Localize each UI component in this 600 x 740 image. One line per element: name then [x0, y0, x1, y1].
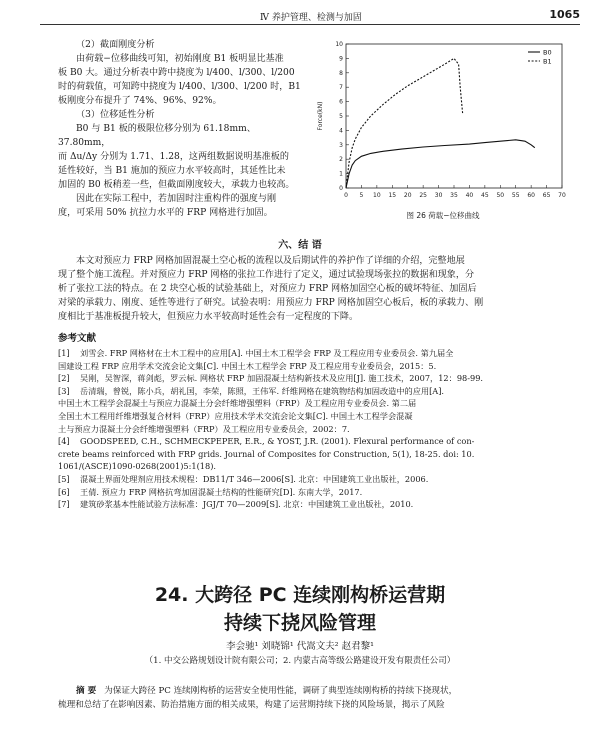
x-tick-label: 20 [403, 192, 412, 199]
y-tick-label: 6 [339, 98, 343, 106]
paragraph-line: 延性较好，当 B1 施加的预应力水平较高时，其延性比未 [58, 166, 286, 176]
conclusion-line: 对梁的承载力、刚度、延性等进行了研究。试验表明：用预应力 FRP 网格加固空心板后，板的承载力、刚 [58, 298, 484, 308]
article-title: 24. 大跨径 PC 连续刚构桥运营期 [154, 584, 446, 606]
reference-item: [7] 建筑砂浆基本性能试验方法标准：JGJ/T 70—2009[S]. 北京：中国建筑工业出版社，2010. [58, 499, 414, 510]
y-tick-label: 8 [339, 69, 343, 77]
figure-26 [312, 38, 574, 220]
reference-item: [2] 吴刚，吴智深，蒋剑彪，罗云标. 网格状 FRP 加固混凝土结构新技术及应用[J]. 施工技术，2007，12：98-99. [58, 373, 484, 384]
legend-label: B1 [543, 57, 552, 66]
x-tick-label: 55 [511, 192, 520, 199]
paragraph-line: 板刚度分布提升了 74%、96%、92%。 [58, 96, 222, 106]
conclusion-line: 度相比于基准板提升较大，但预应力水平较高时延性会有一定程度的下降。 [58, 312, 359, 322]
x-tick-label: 25 [419, 192, 427, 199]
section-heading: 六、结 语 [278, 240, 322, 251]
x-tick-label: 50 [496, 192, 505, 199]
paragraph-line: 度，可采用 50% 抗拉力水平的 FRP 网格进行加固。 [58, 208, 273, 218]
paragraph-line: 而 Δu/Δy 分别为 1.71、1.28，这两组数据说明基准板的 [58, 152, 289, 162]
x-tick-label: 30 [434, 192, 443, 199]
paragraph-line: 板 B0 大。通过分析表中跨中挠度为 l/400、l/300、l/200 [58, 68, 295, 78]
abstract-line: 梳理和总结了在影响因素、防治措施方面的相关成果，构建了运营期持续下挠的风险场景，揭示了风险 [58, 700, 445, 710]
article-title-line2: 持续下挠风险管理 [223, 612, 376, 634]
x-tick-label: 45 [481, 192, 489, 199]
running-header [40, 8, 580, 25]
x-tick-label: 70 [558, 192, 566, 199]
series-line-b1 [346, 58, 463, 188]
x-tick-label: 35 [450, 192, 458, 199]
subheading-ductility: （3）位移延性分析 [76, 110, 155, 120]
y-tick-label: 2 [339, 156, 343, 164]
x-tick-label: 5 [359, 192, 364, 199]
x-tick-label: 40 [465, 192, 474, 199]
left-column [58, 38, 304, 220]
reference-line: 国建设工程 FRP 应用学术交流会论文集[C]. 中国土木工程学会 FRP 及工程应用专业委员会，2015：5. [58, 360, 437, 371]
paragraph-line: 加固的 B0 板稍差一些，但截面刚度较大，承载力也较高。 [58, 180, 295, 190]
x-tick-label: 65 [542, 192, 551, 199]
reference-item: [3] 岳清瑞，曾锐，陈小兵，胡礼国，李荣，陈照，王伟军. 纤维网格在建筑物结构加固改造中的应用[A]. [58, 385, 444, 396]
y-tick-label: 5 [339, 113, 343, 120]
conclusion-line: 本文对预应力 FRP 网格加固混凝土空心板的流程以及后期试件的养护作了详细的介绍，完整地展 [76, 256, 465, 266]
reference-line: 全国土木工程用纤维增强复合材料（FRP）应用技术学术交流会论文集[C]. 中国土木工程学会混凝 [58, 410, 413, 421]
references-heading: 参考文献 [58, 333, 97, 344]
article-affiliation: （1. 中交公路规划设计院有限公司；2. 内蒙古高等级公路建设开发有限责任公司） [144, 656, 456, 666]
y-tick-label: 3 [339, 141, 343, 149]
abstract-line: 为保证大跨径 PC 连续刚构桥的运营安全使用性能，调研了典型连续刚构桥的持续下挠现状， [104, 686, 458, 696]
reference-item: [1] 刘雪会. FRP 网格材在土木工程中的应用[A]. 中国土木工程学会 FRP 及工程应用专业委员会. 第九届全 [58, 348, 454, 358]
reference-line: 中国土木工程学会混凝土与预应力混凝土分会纤维增强塑料（FRP）及工程应用专业委员会. 第二届 [58, 398, 417, 409]
paragraph-line: 因此在实际工程中，若加固时注重构件的强度与刚 [76, 194, 277, 204]
conclusion-line: 现了整个施工流程。并对预应力 FRP 网格的张拉工作进行了定义，通过试验现场张拉的数据和现象，分 [58, 270, 475, 280]
y-tick-label: 1 [339, 170, 343, 178]
article-authors: 李会驰¹ 刘晓锦¹ 代嵩文夫² 赵君黎¹ [226, 641, 374, 652]
figure-caption: 图 26 荷载−位移曲线 [406, 211, 480, 220]
series-line-b0 [346, 140, 535, 188]
x-tick-label: 10 [373, 192, 381, 199]
y-tick-label: 9 [339, 55, 343, 63]
plot-frame [346, 44, 562, 188]
conclusion-paragraph [58, 254, 578, 324]
paragraph-line: B0 与 B1 板的极限位移分别为 61.18mm、37.80mm， [58, 124, 256, 148]
x-tick-label: 0 [344, 192, 348, 199]
y-axis-label: Force(kN) [317, 101, 324, 131]
reference-item: [4] GOODSPEED, C.H., SCHMECKPEPER, E.R., & YOST, J.R. (2001). Flexural performance of con- [58, 436, 475, 447]
legend-label: B0 [543, 48, 552, 57]
y-tick-label: 4 [339, 127, 343, 135]
x-tick-label: 60 [527, 192, 535, 199]
y-tick-label: 7 [339, 84, 343, 92]
y-tick-label: 10 [335, 41, 343, 48]
x-tick-label: 15 [388, 192, 397, 199]
conclusion-line: 析了张拉工法的特点。在 2 块空心板的试验基础上，对预应力 FRP 网格加固空心板的破坏特征、加固后 [58, 284, 477, 294]
reference-item: [6] 王倩. 预应力 FRP 网格抗弯加固混凝土结构的性能研究[D]. 东南大学，2017. [58, 486, 363, 497]
reference-item: [5] 混凝土界面处理剂应用技术规程：DB11/T 346—2006[S]. 北京：中国建筑工业出版社，2006. [58, 473, 429, 484]
reference-line: 1061/(ASCE)1090-0268(2001)5:1(18). [58, 461, 216, 472]
reference-line: crete beams reinforced with FRP grids. Journal of Composites for Construction, 5(1), 18-25. doi: 10. [58, 448, 475, 459]
load-displacement-chart [312, 38, 574, 206]
paragraph-line: 由荷载−位移曲线可知，初始刚度 B1 板明显比基准 [76, 54, 284, 64]
y-tick-label: 0 [339, 185, 343, 192]
paragraph-line: 时的荷载值，可知跨中挠度为 l/400、l/300、l/200 时，B1 [58, 82, 301, 92]
header-section: Ⅳ 养护管理、检测与加固 [260, 13, 362, 23]
page-number: 1065 [549, 8, 580, 21]
abstract [58, 684, 578, 712]
references [58, 330, 578, 511]
subheading-stiffness: （2）截面刚度分析 [76, 40, 155, 50]
reference-line: 土与预应力混凝土分会纤维增强塑料（FRP）及工程应用专业委员会，2002：7. [58, 423, 350, 434]
abstract-label: 摘 要 [76, 686, 97, 696]
